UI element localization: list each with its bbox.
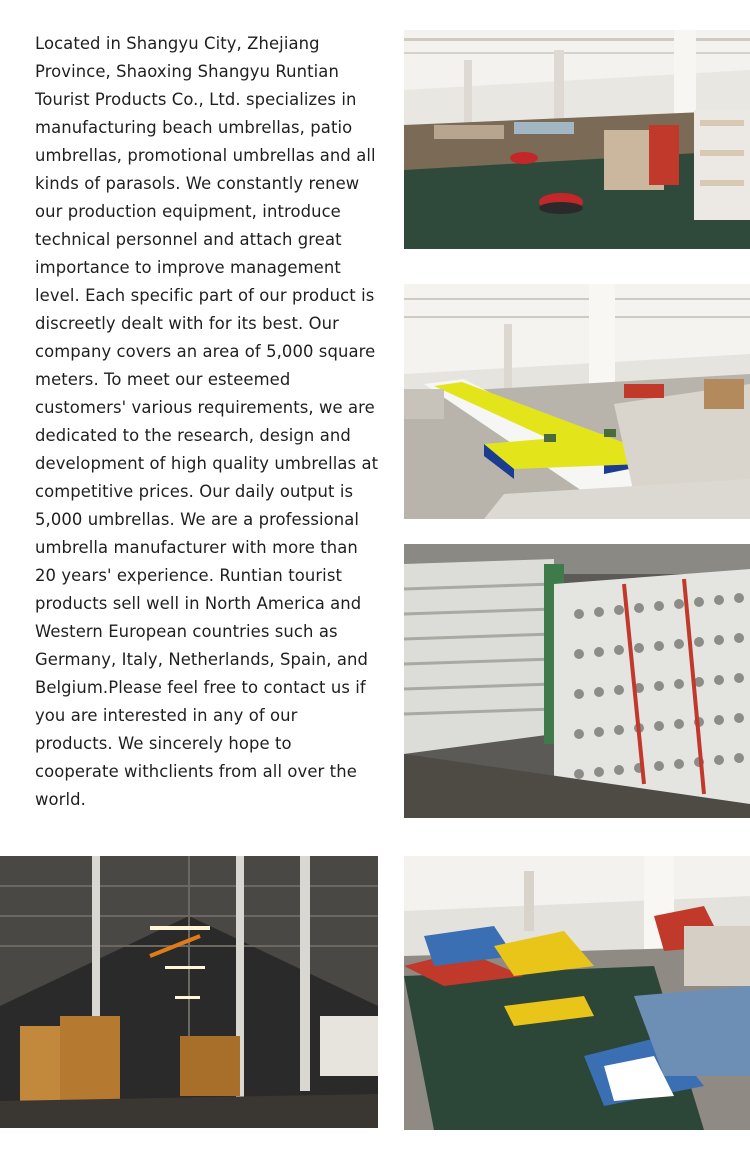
aluminum-tubes-photo	[404, 544, 750, 818]
fabric-workshop-photo	[404, 856, 750, 1130]
company-intro-text: Located in Shangyu City, Zhejiang Province, Shaoxing Shangyu Runtian Tourist Products Co., Ltd. specializes in manufacturing beach umbrellas, patio umbrellas, promotional umbrellas and all kinds of parasols. We constantly renew our production equipment, introduce technical personnel and attach great importance to improve management level. Each specific part of our product is discreetly dealt with for its best. Our company covers an area of 5,000 square meters. To meet our esteemed customers' various requirements, we are dedicated to the research, design and development of high quality umbrellas at competitive prices. Our daily output is 5,000 umbrellas. We are a professional umbrella manufacturer with more than 20 years' experience. Runtian tourist products sell well in North America and Western European countries such as Germany, Italy, Netherlands, Spain, and Belgium.Please feel free to contact us if you are interested in any of our products. We sincerely hope to cooperate withclients from all over the world.	[35, 34, 379, 809]
assembly-line-photo	[404, 284, 750, 519]
warehouse-photo	[0, 856, 378, 1128]
workshop-floor-photo	[404, 30, 750, 249]
